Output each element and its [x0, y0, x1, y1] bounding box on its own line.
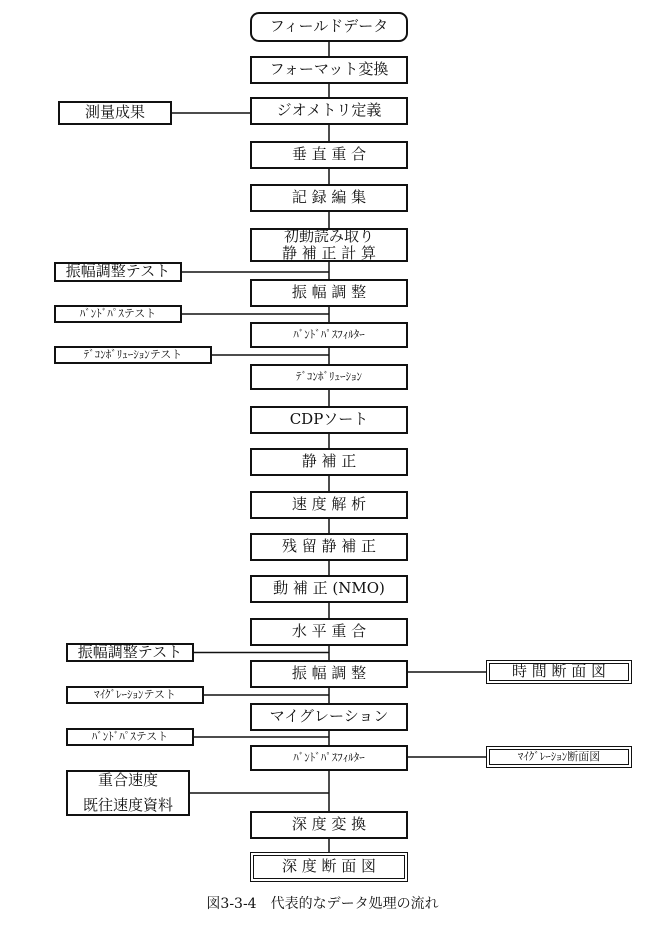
step-amplitude-adjust-2: 振 幅 調 整	[250, 660, 408, 688]
step-velocity-analysis: 速 度 解 析	[250, 491, 408, 519]
step-bandpass-filter: ﾊﾞﾝﾄﾞﾊﾟｽﾌｨﾙﾀｰ	[250, 322, 408, 348]
step-migration: マイグレーション	[250, 703, 408, 731]
figure-caption: 図3-3-4 代表的なデータ処理の流れ	[206, 896, 439, 912]
step-residual-static: 残 留 静 補 正	[250, 533, 408, 561]
input-bandpass-test-2: ﾊﾞﾝﾄﾞﾊﾟｽテスト	[66, 728, 194, 746]
input-stack-velocity-data: 重合速度 既往速度資料	[66, 770, 190, 816]
step-static-correction: 静 補 正	[250, 448, 408, 476]
step-vertical-stack: 垂 直 重 合	[250, 141, 408, 169]
input-migration-test: ﾏｲｸﾞﾚｰｼｮﾝテスト	[66, 686, 204, 704]
input-amplitude-test: 振幅調整テスト	[54, 262, 182, 282]
step-amplitude-adjust: 振 幅 調 整	[250, 279, 408, 307]
input-deconvolution-test: ﾃﾞｺﾝﾎﾞﾘｭｰｼｮﾝテスト	[54, 346, 212, 364]
step-cdp-sort: CDPソート	[250, 406, 408, 434]
output-time-section: 時 間 断 面 図	[486, 660, 632, 684]
step-horizontal-stack: 水 平 重 合	[250, 618, 408, 646]
step-geometry-definition: ジオメトリ定義	[250, 97, 408, 125]
step-bandpass-filter-2: ﾊﾞﾝﾄﾞﾊﾟｽﾌｨﾙﾀｰ	[250, 745, 408, 771]
step-field-data: フィールドデータ	[250, 12, 408, 42]
output-migration-section: ﾏｲｸﾞﾚｰｼｮﾝ断面図	[486, 746, 632, 768]
step-nmo-correction: 動 補 正 (NMO)	[250, 575, 408, 603]
step-first-break-static-calc: 初動読み取り 静 補 正 計 算	[250, 228, 408, 262]
step-depth-section: 深 度 断 面 図	[250, 852, 408, 882]
step-record-editing: 記 録 編 集	[250, 184, 408, 212]
input-bandpass-test: ﾊﾞﾝﾄﾞﾊﾟｽテスト	[54, 305, 182, 323]
step-format-conversion: フォーマット変換	[250, 56, 408, 84]
step-depth-conversion: 深 度 変 換	[250, 811, 408, 839]
input-survey-results: 測量成果	[58, 101, 172, 125]
input-amplitude-test-2: 振幅調整テスト	[66, 643, 194, 662]
step-deconvolution: ﾃﾞｺﾝﾎﾞﾘｭｰｼｮﾝ	[250, 364, 408, 390]
